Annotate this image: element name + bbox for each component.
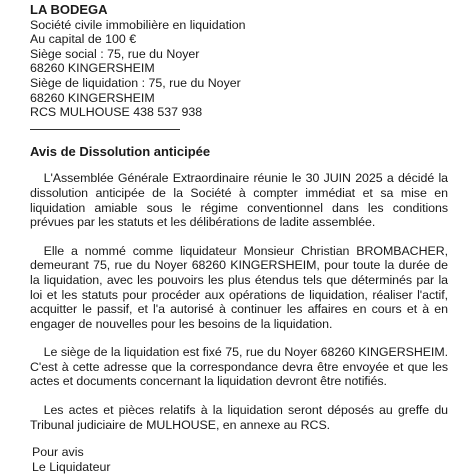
registered-office: Siège social : 75, rue du Noyer xyxy=(30,46,200,61)
separator-rule xyxy=(30,129,180,130)
paragraph-dissolution: L'Assemblée Générale Extraordinaire réunie le 30 JUIN 2025 a décidé la dissolution anticipée de la Société à compter immédiat et sa mise en liquidation amiable sous le régime conventionnel dans les conditions prévues par les statuts et les délibérations de ladite assemblée. xyxy=(30,171,448,230)
closing-line-pour-avis: Pour avis xyxy=(32,445,84,460)
legal-notice xyxy=(30,3,448,474)
liquidation-office-city: 68260 KINGERSHEIM xyxy=(30,90,155,105)
registered-office-city: 68260 KINGERSHEIM xyxy=(30,61,155,76)
rcs-number: RCS MULHOUSE 438 537 938 xyxy=(30,105,203,120)
notice-title: Avis de Dissolution anticipée xyxy=(30,143,211,159)
legal-form: Société civile immobilière en liquidation xyxy=(30,17,246,32)
company-name: LA BODEGA xyxy=(30,2,108,17)
paragraph-liquidator: Elle a nommé comme liquidateur Monsieur Christian BROMBACHER, demeurant 75, rue du Noyer 68260 KINGERSHEIM, pour toute la durée de la liquidation, avec les pouvoirs les plus étendus tels que déterminés par la loi et les statuts pour procéder aux opérations de liquidation, réaliser l'actif, acquitter le passif, et l'a autorisé à continuer les affaires en cours et à en engager de nouvelles pour les besoins de la liquidation. xyxy=(30,243,448,331)
liquidation-office: Siège de liquidation : 75, rue du Noyer xyxy=(30,75,241,90)
paragraph-filing: Les actes et pièces relatifs à la liquidation seront déposés au greffe du Tribunal judiciaire de MULHOUSE, en annexe au RCS. xyxy=(30,403,448,432)
share-capital: Au capital de 100 € xyxy=(30,32,137,47)
notice-header xyxy=(30,3,448,120)
paragraph-liquidation-office: Le siège de la liquidation est fixé 75, rue du Noyer 68260 KINGERSHEIM. C'est à cette adresse que la correspondance devra être envoyée et que les actes et documents concernant la liquidation devront être notifiés. xyxy=(30,345,448,389)
closing-line-liquidateur: Le Liquidateur xyxy=(32,459,111,474)
